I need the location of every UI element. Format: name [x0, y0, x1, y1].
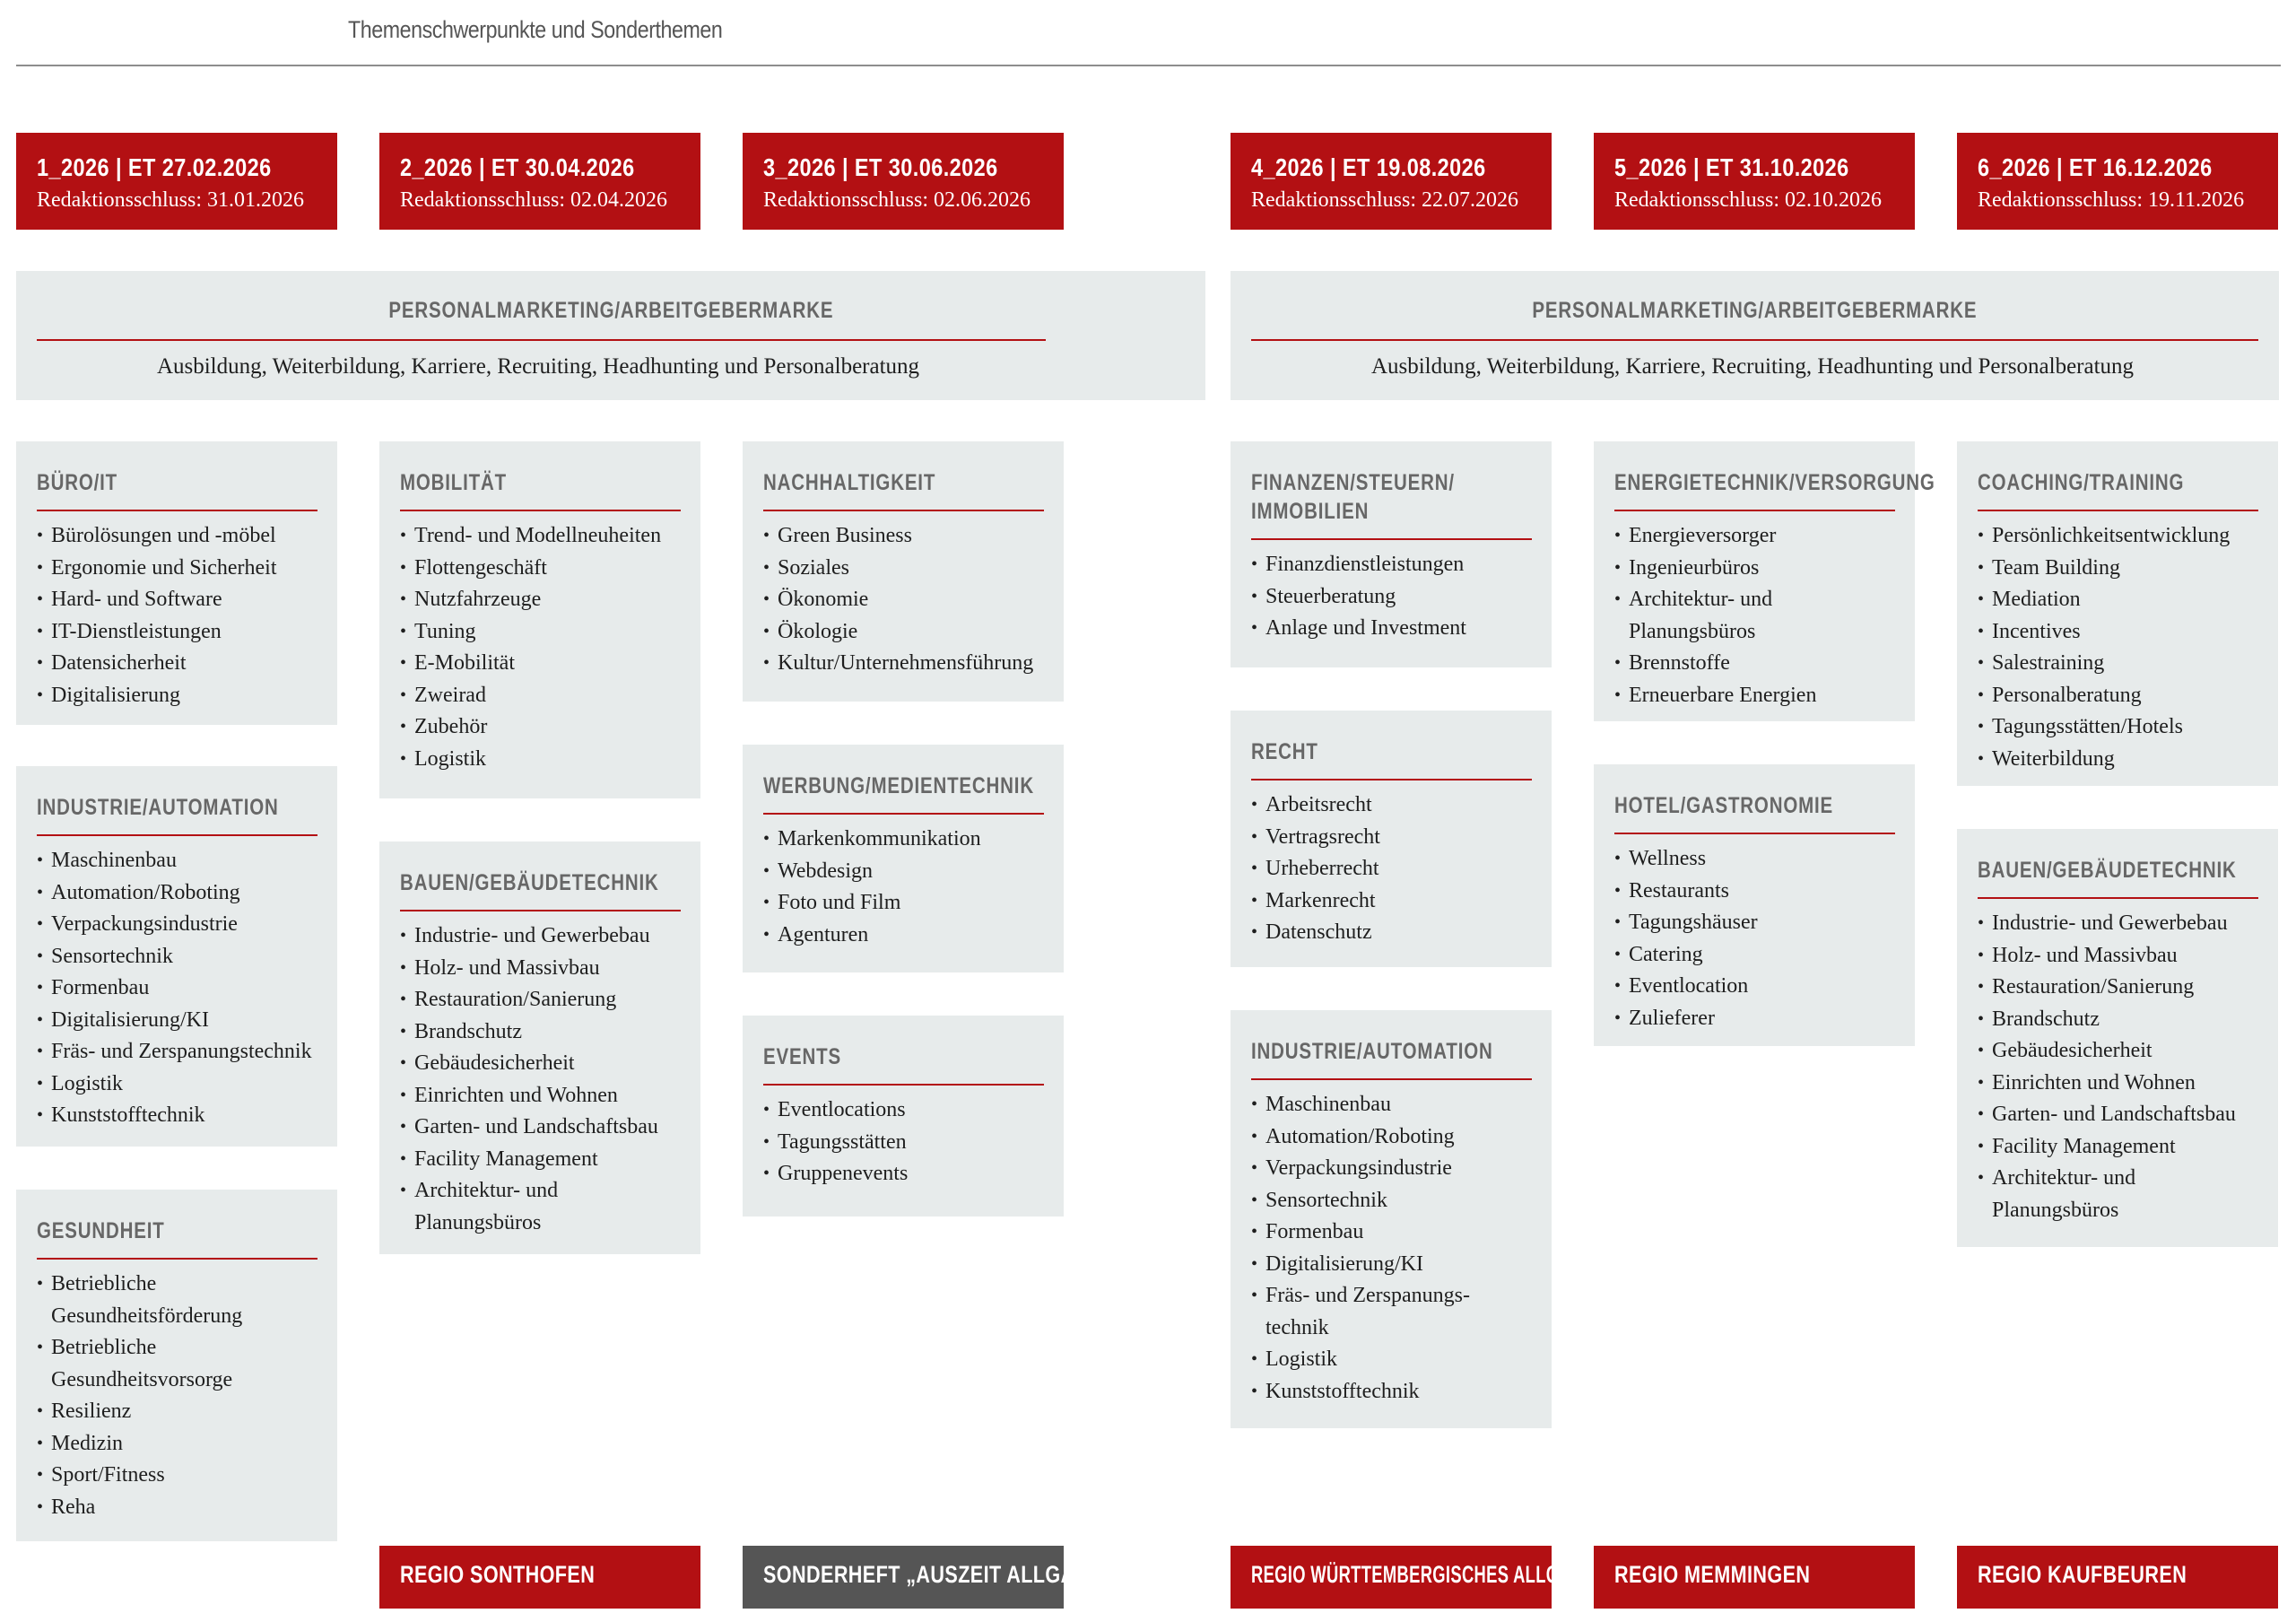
list-item: • Bürolösungen und -möbel: [37, 520, 317, 553]
list-item: • Anlage und Investment: [1251, 613, 1532, 645]
list-item: • Gruppenevents: [763, 1158, 1044, 1190]
topic-box-bauen-gebaeudetechnik-2: [1957, 829, 2278, 1247]
list-item: • Zweirad: [400, 680, 681, 712]
list-item: • Persönlichkeitsentwicklung: [1978, 520, 2258, 553]
list-item: • Industrie- und Gewerbebau: [400, 920, 681, 953]
list-item: • Wellness: [1614, 843, 1895, 876]
list-item: • Foto und Film: [763, 887, 1044, 920]
list-item: • Zubehör: [400, 711, 681, 744]
list-item: • Tuning: [400, 616, 681, 649]
topic-divider: [37, 1258, 317, 1260]
topic-list: [763, 824, 1044, 951]
issue-deadline: Redaktionsschluss: 31.01.2026: [37, 188, 304, 212]
list-item: • Kultur/Unternehmensführung: [763, 648, 1044, 680]
list-item: • Tagungsstätten: [763, 1127, 1044, 1159]
list-item: • Webdesign: [763, 856, 1044, 888]
issue-label: 1_2026 | ET 27.02.2026: [37, 153, 272, 181]
topic-box-events: [743, 1016, 1064, 1216]
list-item: • Industrie- und Gewerbebau: [1978, 908, 2258, 940]
issue-label: 6_2026 | ET 16.12.2026: [1978, 153, 2213, 181]
issue-label: 2_2026 | ET 30.04.2026: [400, 153, 635, 181]
list-item: • Eventlocation: [1614, 971, 1895, 1003]
topic-divider: [37, 510, 317, 511]
topic-title: BÜRO/IT: [37, 470, 118, 495]
topic-box-finanzen-steuern-immobilien: [1231, 441, 1552, 667]
topic-list: [1614, 520, 1895, 711]
topic-box-industrie-automation-2: [1231, 1010, 1552, 1428]
issue-deadline: Redaktionsschluss: 02.04.2026: [400, 188, 667, 212]
list-item: • Garten- und Landschaftsbau: [1978, 1099, 2258, 1131]
list-item: • Medizin: [37, 1428, 317, 1461]
list-item: • Automation/Roboting: [1251, 1121, 1532, 1154]
list-item: • Fräs- und Zerspanungstechnik: [37, 1036, 317, 1068]
band-personalmarketing-right: [1231, 271, 2279, 400]
list-item: • Gebäudesicherheit: [400, 1048, 681, 1080]
topic-title: HOTEL/GASTRONOMIE: [1614, 793, 1834, 818]
list-item: • Soziales: [763, 553, 1044, 585]
topic-divider: [1614, 833, 1895, 834]
list-item: • Hard- und Software: [37, 584, 317, 616]
topic-divider: [1978, 510, 2258, 511]
list-item: • Personalberatung: [1978, 680, 2258, 712]
list-item: • Erneuerbare Energien: [1614, 680, 1895, 712]
list-item: • Brandschutz: [400, 1016, 681, 1049]
topic-list: [1251, 789, 1532, 949]
list-item: • Garten- und Landschaftsbau: [400, 1112, 681, 1144]
list-item: • Reha: [37, 1492, 317, 1524]
topic-list: [1978, 908, 2258, 1226]
topic-title: INDUSTRIE/AUTOMATION: [37, 795, 279, 820]
list-item: • Digitalisierung/KI: [1251, 1249, 1532, 1281]
list-item: • Steuerberatung: [1251, 581, 1532, 614]
topic-title: BAUEN/GEBÄUDETECHNIK: [1978, 858, 2237, 883]
topic-list: [1978, 520, 2258, 775]
topic-divider: [1251, 779, 1532, 780]
topic-title: GESUNDHEIT: [37, 1218, 165, 1243]
topic-title: FINANZEN/STEUERN/ IMMOBILIEN: [1251, 470, 1455, 524]
regio-wuerttembergisches-allgaeu: REGIO WÜRTTEMBERGISCHES ALLGÄU: [1231, 1546, 1552, 1609]
issue-4-header: [1231, 133, 1552, 230]
list-item: • Zulieferer: [1614, 1003, 1895, 1035]
list-item: • Fräs- und Zerspanungs- technik: [1251, 1280, 1499, 1344]
list-item: • Green Business: [763, 520, 1044, 553]
list-item: • Einrichten und Wohnen: [1978, 1068, 2258, 1100]
topic-divider: [1251, 538, 1532, 540]
topic-list: [37, 845, 317, 1132]
topic-title: ENERGIETECHNIK/VERSORGUNG: [1614, 470, 1935, 495]
list-item: • Restauration/Sanierung: [400, 984, 681, 1016]
topic-divider: [763, 1084, 1044, 1086]
topic-list: [400, 520, 681, 775]
list-item: • Agenturen: [763, 920, 1044, 952]
topic-box-nachhaltigkeit: [743, 441, 1064, 702]
list-item: • Verpackungsindustrie: [37, 909, 317, 941]
list-item: • Facility Management: [400, 1144, 681, 1176]
list-item: • Incentives: [1978, 616, 2258, 649]
list-item: • Urheberrecht: [1251, 853, 1532, 885]
topic-list: [1251, 549, 1532, 645]
topic-title: BAUEN/GEBÄUDETECHNIK: [400, 870, 659, 895]
list-item: • Tagungsstätten/Hotels: [1978, 711, 2258, 744]
topic-divider: [763, 510, 1044, 511]
band-divider: [1251, 339, 2258, 341]
list-item: • Maschinenbau: [37, 845, 317, 877]
topic-box-coaching-training: [1957, 441, 2278, 786]
topic-title: NACHHALTIGKEIT: [763, 470, 936, 495]
list-item: • Architektur- und Planungsbüros: [400, 1175, 681, 1239]
topic-box-buero-it: [16, 441, 337, 725]
issue-5-header: [1594, 133, 1915, 230]
topic-box-recht: [1231, 711, 1552, 967]
list-item: • Sensortechnik: [37, 941, 317, 973]
list-item: • Digitalisierung/KI: [37, 1005, 317, 1037]
list-item: • Restaurants: [1614, 876, 1895, 908]
topic-box-werbung-medientechnik: [743, 745, 1064, 972]
topic-divider: [400, 910, 681, 911]
issue-deadline: Redaktionsschluss: 22.07.2026: [1251, 188, 1518, 212]
list-item: • Holz- und Massivbau: [1978, 940, 2258, 972]
list-item: • Facility Management: [1978, 1131, 2258, 1164]
list-item: • IT-Dienstleistungen: [37, 616, 317, 649]
list-item: • Logistik: [1251, 1344, 1532, 1376]
topic-divider: [1978, 897, 2258, 899]
list-item: • Catering: [1614, 939, 1895, 972]
list-item: • Digitalisierung: [37, 680, 317, 712]
band-subtitle: Ausbildung, Weiterbildung, Karriere, Recruiting, Headhunting und Personalberatung: [156, 354, 920, 379]
list-item: • Restauration/Sanierung: [1978, 972, 2258, 1004]
topic-title: WERBUNG/MEDIENTECHNIK: [763, 773, 1034, 798]
list-item: • Betriebliche Gesundheitsförderung: [37, 1269, 317, 1332]
list-item: • Flottengeschäft: [400, 553, 681, 585]
issue-deadline: Redaktionsschluss: 19.11.2026: [1978, 188, 2245, 212]
list-item: • Formenbau: [37, 972, 317, 1005]
issue-label: 3_2026 | ET 30.06.2026: [763, 153, 998, 181]
list-item: • Datenschutz: [1251, 917, 1532, 949]
topic-title: COACHING/TRAINING: [1978, 470, 2185, 495]
page-title: Themenschwerpunkte und Sonderthemen: [348, 16, 723, 43]
list-item: • Energieversorger: [1614, 520, 1895, 553]
sonderheft-auszeit-allgaeu: SONDERHEFT „AUSZEIT ALLGÄU“: [743, 1546, 1064, 1609]
list-item: • Eventlocations: [763, 1094, 1044, 1127]
list-item: • Kunststofftechnik: [1251, 1376, 1532, 1408]
topic-box-bauen-gebaeudetechnik: [379, 842, 700, 1254]
band-divider: [37, 339, 1046, 341]
list-item: • Vertragsrecht: [1251, 822, 1532, 854]
topic-list: [763, 520, 1044, 680]
topic-list: [1251, 1089, 1532, 1408]
regio-sonthofen: REGIO SONTHOFEN: [379, 1546, 700, 1609]
topic-list: [37, 520, 317, 711]
issue-3-header: [743, 133, 1064, 230]
topic-box-industrie-automation: [16, 766, 337, 1147]
topic-divider: [1614, 510, 1895, 511]
list-item: • Brandschutz: [1978, 1004, 2258, 1036]
topic-divider: [37, 834, 317, 836]
list-item: • Sport/Fitness: [37, 1460, 317, 1492]
list-item: • Tagungshäuser: [1614, 907, 1895, 939]
list-item: • Trend- und Modellneuheiten: [400, 520, 681, 553]
issue-6-header: [1957, 133, 2278, 230]
list-item: • Ingenieurbüros: [1614, 553, 1895, 585]
topic-list: [763, 1094, 1044, 1190]
topic-divider: [763, 813, 1044, 815]
regio-kaufbeuren: REGIO KAUFBEUREN: [1957, 1546, 2278, 1609]
list-item: • Formenbau: [1251, 1216, 1532, 1249]
list-item: • Ergonomie und Sicherheit: [37, 553, 317, 585]
topic-list: [1614, 843, 1895, 1034]
list-item: • Markenkommunikation: [763, 824, 1044, 856]
band-subtitle: Ausbildung, Weiterbildung, Karriere, Recruiting, Headhunting und Personalberatung: [1370, 354, 2135, 379]
list-item: • Team Building: [1978, 553, 2258, 585]
issue-deadline: Redaktionsschluss: 02.10.2026: [1614, 188, 1882, 212]
list-item: • Resilienz: [37, 1396, 317, 1428]
list-item: • Finanzdienstleistungen: [1251, 549, 1532, 581]
topic-divider: [1251, 1078, 1532, 1080]
list-item: • Architektur- und Planungsbüros: [1614, 584, 1817, 648]
topic-title: EVENTS: [763, 1044, 841, 1069]
list-item: • Datensicherheit: [37, 648, 317, 680]
list-item: • Einrichten und Wohnen: [400, 1080, 681, 1112]
issue-label: 4_2026 | ET 19.08.2026: [1251, 153, 1486, 181]
band-personalmarketing-left: [16, 271, 1205, 400]
list-item: • Sensortechnik: [1251, 1185, 1532, 1217]
topic-title: RECHT: [1251, 739, 1318, 764]
list-item: • Ökonomie: [763, 584, 1044, 616]
list-item: • Betriebliche Gesundheitsvorsorge: [37, 1332, 317, 1396]
topic-list: [37, 1269, 317, 1523]
topic-title: INDUSTRIE/AUTOMATION: [1251, 1039, 1493, 1064]
issue-2-header: [379, 133, 700, 230]
topic-box-gesundheit: [16, 1190, 337, 1541]
band-title: PERSONALMARKETING/ARBEITGEBERMARKE: [387, 298, 833, 323]
list-item: • Ökologie: [763, 616, 1044, 649]
topic-divider: [400, 510, 681, 511]
band-title: PERSONALMARKETING/ARBEITGEBERMARKE: [1532, 298, 1978, 323]
regio-memmingen: REGIO MEMMINGEN: [1594, 1546, 1915, 1609]
issue-1-header: [16, 133, 337, 230]
list-item: • Maschinenbau: [1251, 1089, 1532, 1121]
list-item: • Salestraining: [1978, 648, 2258, 680]
issue-deadline: Redaktionsschluss: 02.06.2026: [763, 188, 1031, 212]
topic-title: MOBILITÄT: [400, 470, 507, 495]
list-item: • Architektur- und Planungsbüros: [1978, 1163, 2258, 1226]
list-item: • Gebäudesicherheit: [1978, 1035, 2258, 1068]
list-item: • Markenrecht: [1251, 885, 1532, 918]
topic-box-hotel-gastronomie: [1594, 764, 1915, 1046]
list-item: • Logistik: [400, 744, 681, 776]
list-item: • Verpackungsindustrie: [1251, 1153, 1532, 1185]
list-item: • Nutzfahrzeuge: [400, 584, 681, 616]
issue-label: 5_2026 | ET 31.10.2026: [1614, 153, 1849, 181]
topic-box-energietechnik-versorgung: [1594, 441, 1935, 721]
list-item: • Logistik: [37, 1068, 317, 1101]
topic-box-mobilitaet: [379, 441, 700, 798]
list-item: • Mediation: [1978, 584, 2258, 616]
list-item: • Holz- und Massivbau: [400, 953, 681, 985]
list-item: • Arbeitsrecht: [1251, 789, 1532, 822]
topic-list: [400, 920, 681, 1239]
list-item: • Kunststofftechnik: [37, 1100, 317, 1132]
list-item: • Weiterbildung: [1978, 744, 2258, 776]
top-divider: [16, 65, 2281, 66]
list-item: • E-Mobilität: [400, 648, 681, 680]
list-item: • Brennstoffe: [1614, 648, 1895, 680]
list-item: • Automation/Roboting: [37, 877, 317, 910]
